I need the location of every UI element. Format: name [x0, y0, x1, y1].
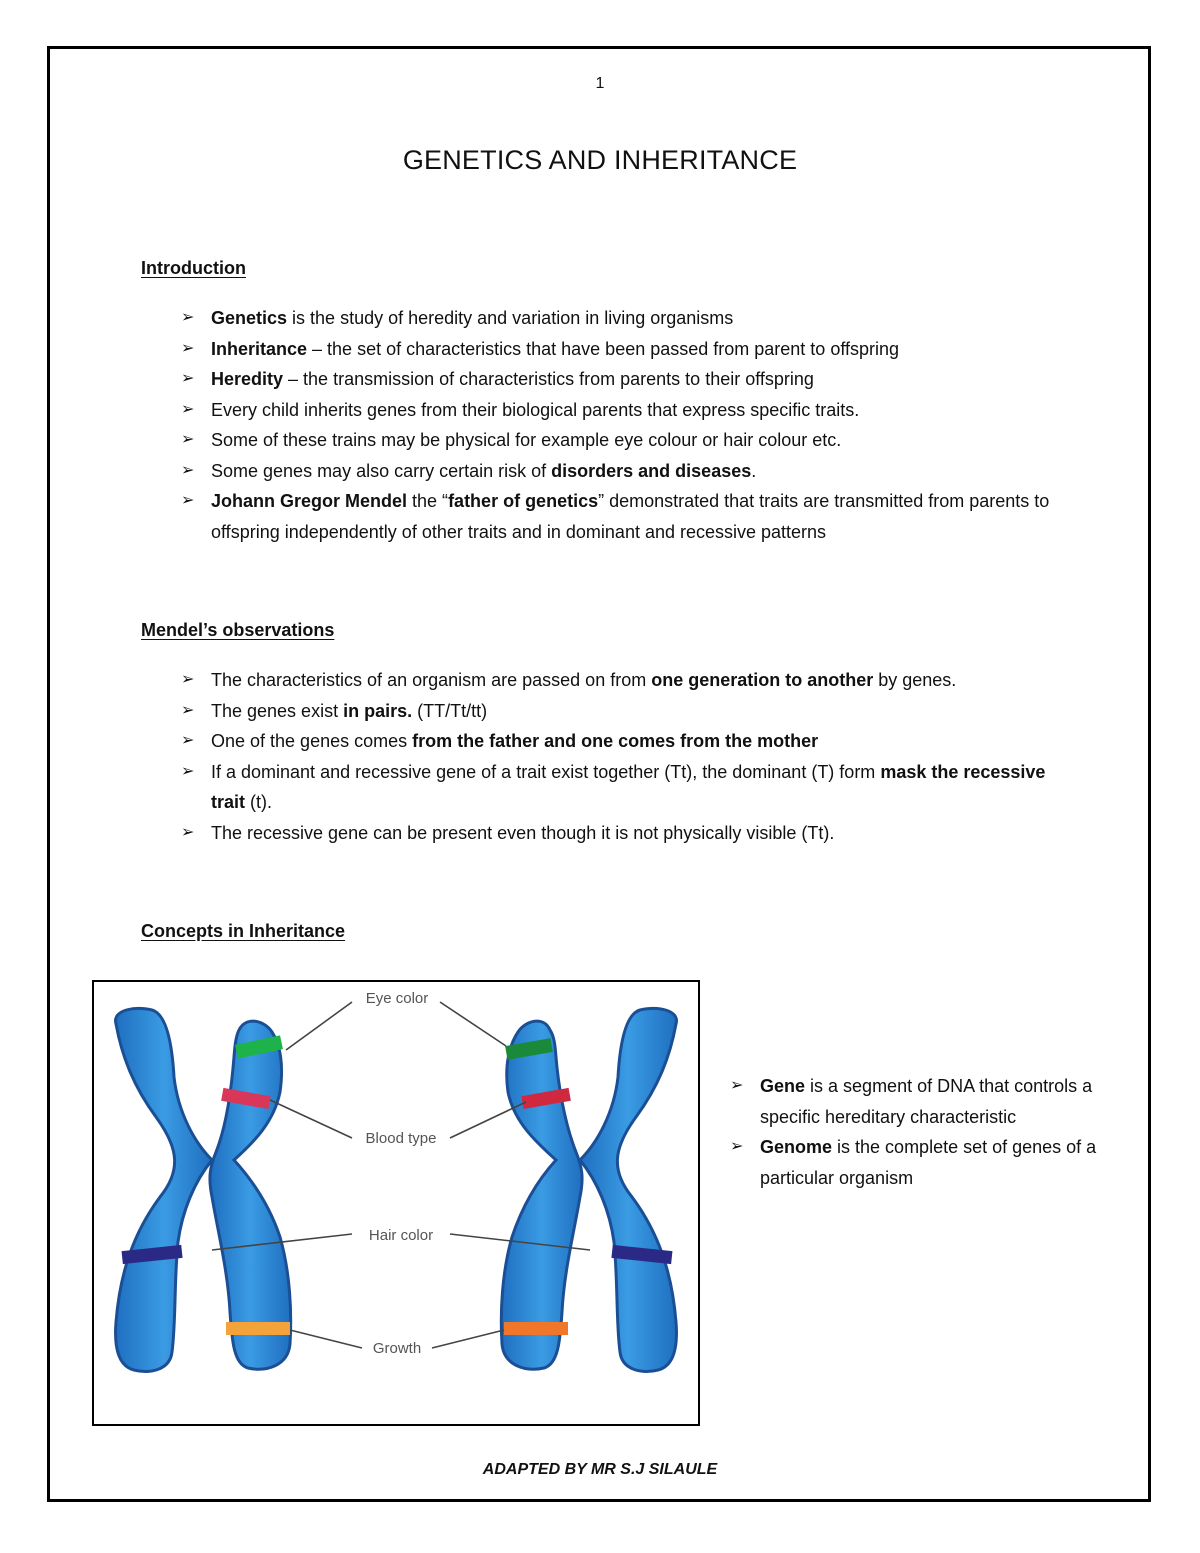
arrow-bullet-icon: ➢	[181, 671, 195, 688]
left-chromosome	[116, 1009, 291, 1372]
arrow-bullet-icon: ➢	[181, 823, 195, 841]
list-item: ➢ Some genes may also carry certain risk of disorders and diseases.	[181, 456, 1081, 487]
arrow-bullet-icon: ➢	[181, 309, 195, 326]
arrow-bullet-icon: ➢	[181, 492, 195, 509]
list-item: ➢ One of the genes comes from the father and one comes from the mother	[181, 726, 1071, 757]
arrow-bullet-icon: ➢	[181, 400, 195, 418]
list-item: ➢ Some of these trains may be physical for example eye colour or hair colour etc.	[181, 425, 1081, 456]
arrow-bullet-icon: ➢	[181, 732, 195, 749]
mendel-list	[181, 665, 1071, 848]
right-chromatid-a	[501, 1021, 582, 1369]
hair-color-label: Hair color	[368, 1227, 434, 1244]
left-chromatid-b	[210, 1021, 291, 1369]
list-item: ➢ If a dominant and recessive gene of a trait exist together (Tt), the dominant (T) form mask the recessive trait (t).	[181, 757, 1071, 818]
mendel-heading: Mendel’s observations	[141, 620, 335, 640]
introduction-heading: Introduction	[141, 258, 246, 278]
list-item: ➢ Johann Gregor Mendel the “father of genetics” demonstrated that traits are transmitted from parents to offspring independently of other traits and in dominant and recessive patterns	[181, 486, 1081, 547]
concepts-heading: Concepts in Inheritance	[141, 921, 346, 941]
arrow-bullet-icon: ➢	[181, 461, 195, 479]
page-number: 1	[595, 75, 605, 92]
list-item: ➢ The recessive gene can be present even though it is not physically visible (Tt).	[181, 818, 1071, 849]
list-item: ➢ The characteristics of an organism are passed on from one generation to another by genes.	[181, 665, 1071, 696]
page-title: GENETICS AND INHERITANCE	[402, 145, 798, 175]
right-chromosome	[501, 1009, 676, 1372]
blood-type-label: Blood type	[365, 1130, 437, 1147]
growth-leader-left	[290, 1330, 362, 1348]
arrow-bullet-icon: ➢	[730, 1077, 744, 1094]
left-growth-band	[226, 1322, 290, 1335]
arrow-bullet-icon: ➢	[181, 431, 195, 448]
introduction-list	[181, 303, 1081, 547]
blood-leader-right	[450, 1102, 526, 1138]
growth-label: Growth	[372, 1340, 422, 1357]
arrow-bullet-icon: ➢	[730, 1138, 744, 1155]
right-growth-band	[504, 1322, 568, 1335]
list-item: ➢ Inheritance – the set of characteristics that have been passed from parent to offspring	[181, 334, 1081, 365]
chromosome-figure	[92, 980, 700, 1426]
blood-leader-left	[270, 1100, 352, 1138]
arrow-bullet-icon: ➢	[181, 762, 195, 780]
eye-leader-left	[286, 1002, 352, 1050]
concepts-list	[730, 1071, 1120, 1193]
eye-leader-right	[440, 1002, 506, 1046]
footer-attribution: ADAPTED BY MR S.J SILAULE	[482, 1461, 718, 1478]
arrow-bullet-icon: ➢	[181, 701, 195, 719]
chromosome-diagram	[94, 982, 698, 1424]
list-item: ➢ Genetics is the study of heredity and variation in living organisms	[181, 303, 1081, 334]
arrow-bullet-icon: ➢	[181, 339, 195, 357]
list-item: ➢ Genome is the complete set of genes of a particular organism	[730, 1132, 1120, 1193]
eye-color-label: Eye color	[365, 990, 429, 1007]
list-item: ➢ The genes exist in pairs. (TT/Tt/tt)	[181, 696, 1071, 727]
right-chromatid-b	[580, 1009, 676, 1372]
list-item: ➢ Heredity – the transmission of characteristics from parents to their offspring	[181, 364, 1081, 395]
list-item: ➢ Every child inherits genes from their biological parents that express specific traits.	[181, 395, 1081, 426]
list-item: ➢ Gene is a segment of DNA that controls a specific hereditary characteristic	[730, 1071, 1120, 1132]
arrow-bullet-icon: ➢	[181, 370, 195, 387]
left-chromatid-a	[116, 1009, 212, 1372]
growth-leader-right	[432, 1330, 504, 1348]
